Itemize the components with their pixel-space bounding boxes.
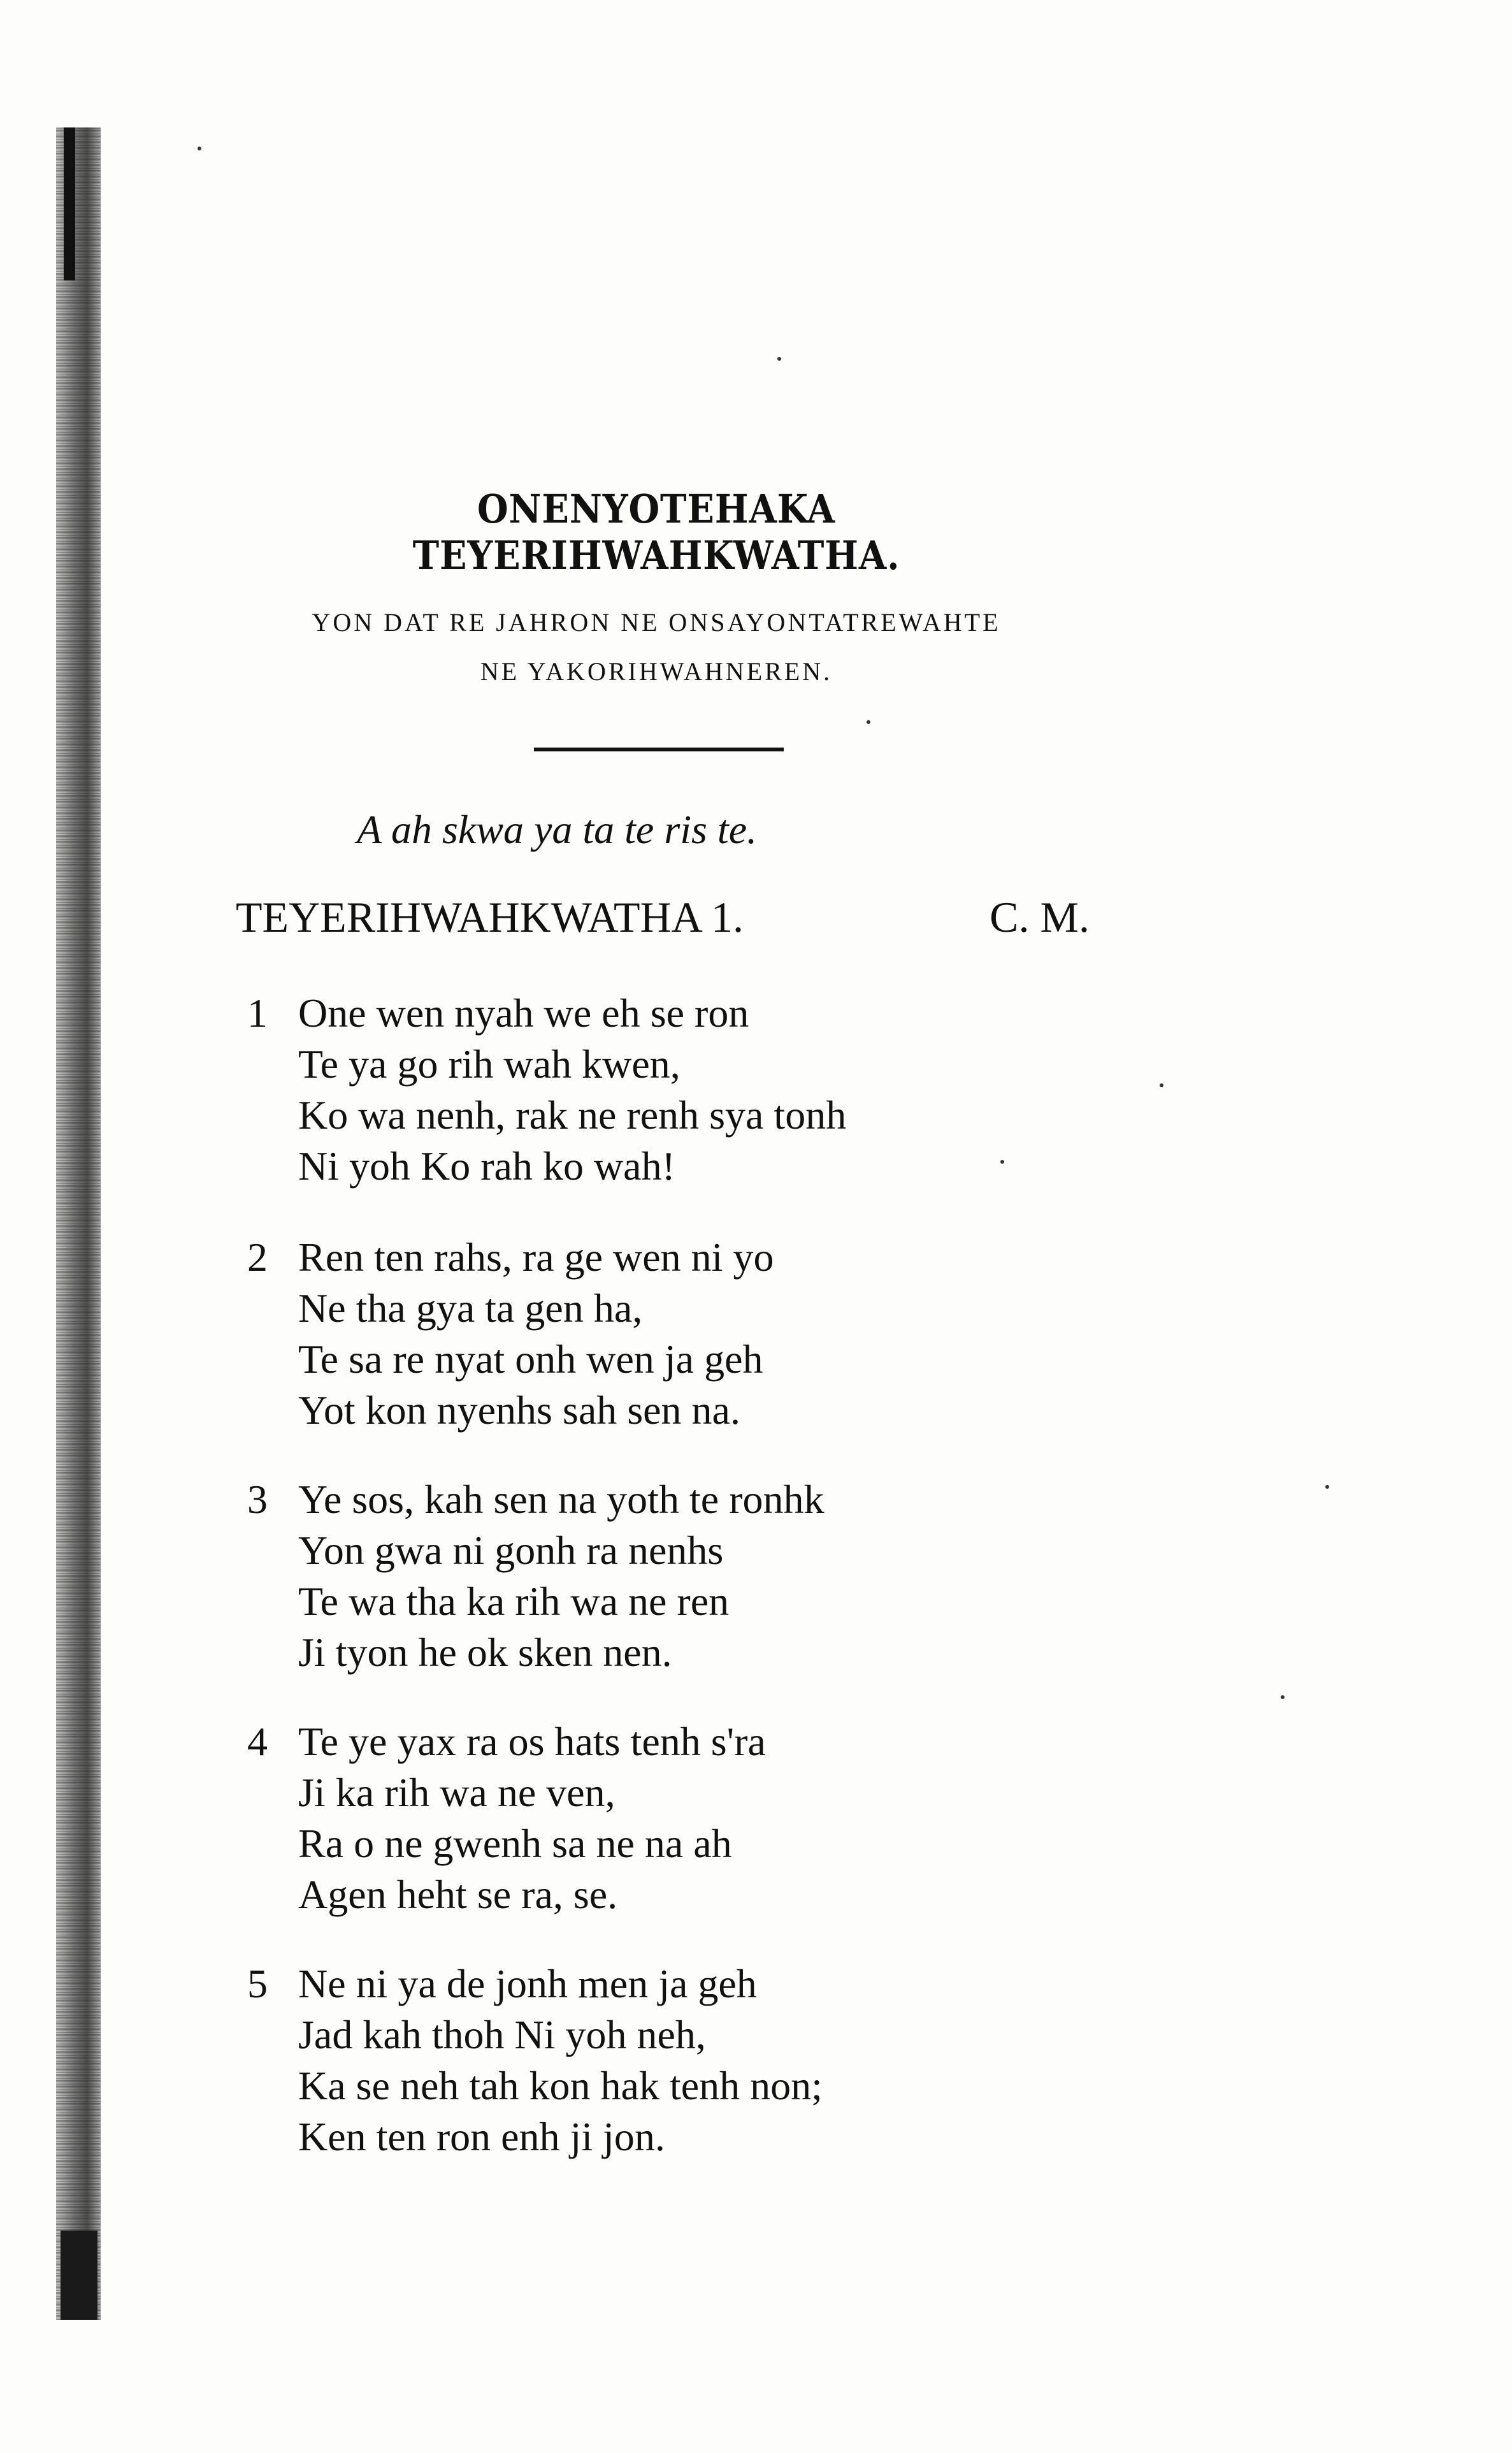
verse-text: Jad kah thoh Ni yoh neh, (298, 2012, 706, 2057)
subtitle-line-1: YON DAT RE JAHRON NE ONSAYONTATREWAHTE (312, 608, 1001, 637)
verse-line (247, 1090, 1139, 1141)
verse-text: Te sa re nyat onh wen ja geh (298, 1336, 763, 1382)
verse-text: Yon gwa ni gonh ra nenhs (298, 1528, 724, 1573)
binding-edge-top (64, 127, 75, 280)
verse-text: Ne tha gya ta gen ha, (298, 1285, 643, 1331)
divider-rule (534, 748, 784, 751)
verse-line (247, 1334, 1139, 1385)
verse-text: Ka se neh tah kon hak tenh non; (298, 2063, 823, 2108)
stanza (247, 1716, 1139, 1920)
verse-text: Ji ka rih wa ne ven, (298, 1770, 616, 1815)
verse-line (247, 1767, 1139, 1818)
verse-line (247, 988, 1139, 1039)
stanza-number: 4 (247, 1719, 268, 1764)
hymn-meter: C. M. (990, 893, 1090, 941)
scan-speck (1281, 1695, 1285, 1699)
stanza-number: 1 (247, 990, 268, 1036)
verse-line (247, 1576, 1139, 1627)
verse-text: Ken ten ron enh ji jon. (298, 2114, 665, 2159)
verse-line (247, 1525, 1139, 1576)
verse-text: Ren ten rahs, ra ge wen ni yo (298, 1234, 774, 1280)
verse-text: Ni yoh Ko rah ko wah! (298, 1143, 675, 1189)
verse-line (247, 1818, 1139, 1869)
verse-text: Te wa tha ka rih wa ne ren (298, 1579, 730, 1624)
verse-line (247, 2111, 1139, 2162)
verse-text: Ji tyon he ok sken nen. (298, 1630, 672, 1675)
hymn-title: TEYERIHWAHKWATHA 1. (236, 893, 744, 941)
verse-text: Ye sos, kah sen na yoth te ronhk (298, 1477, 824, 1522)
verse-line (247, 1232, 1139, 1283)
binding-edge-bottom (61, 2231, 97, 2320)
scan-speck (198, 147, 201, 150)
verse-text: Ne ni ya de jonh men ja geh (298, 1961, 757, 2006)
verse-text: Ko wa nenh, rak ne renh sya tonh (298, 1092, 847, 1138)
stanza-number: 3 (247, 1477, 268, 1522)
scan-speck (777, 357, 781, 361)
stanza (247, 1232, 1139, 1436)
verse-line (247, 2060, 1139, 2111)
stanza-number: 2 (247, 1234, 268, 1280)
verse-text: Ra o ne gwenh sa ne na ah (298, 1821, 732, 1866)
subtitle-line-2: NE YAKORIHWAHNEREN. (480, 657, 833, 686)
scan-speck (1325, 1485, 1329, 1489)
stanza (247, 988, 1139, 1192)
verse-line (247, 2009, 1139, 2060)
page-title: ONENYOTEHAKA TEYERIHWAHKWATHA. (412, 486, 900, 579)
stanza (247, 1958, 1139, 2162)
stanza-number: 5 (247, 1961, 268, 2006)
scan-speck (867, 720, 870, 724)
tune-name: A ah skwa ya ta te ris te. (357, 807, 758, 852)
verse-text: Agen heht se ra, se. (298, 1872, 618, 1917)
verse-text: Te ye yax ra os hats tenh s'ra (298, 1719, 766, 1764)
verse-line (247, 1627, 1139, 1678)
verse-line (247, 1385, 1139, 1436)
stanza (247, 1474, 1139, 1678)
verse-line (247, 1283, 1139, 1334)
verse-text: Yot kon nyenhs sah sen na. (298, 1387, 740, 1433)
verse-line (247, 1474, 1139, 1525)
verse-line (247, 1716, 1139, 1767)
verse-line (247, 1869, 1139, 1920)
verse-line (247, 1039, 1139, 1090)
scan-speck (1160, 1083, 1163, 1087)
verse-text: One wen nyah we eh se ron (298, 990, 749, 1036)
verse-line (247, 1958, 1139, 2009)
verse-line (247, 1141, 1139, 1192)
verse-text: Te ya go rih wah kwen, (298, 1041, 680, 1087)
binding-edge (56, 127, 101, 2320)
